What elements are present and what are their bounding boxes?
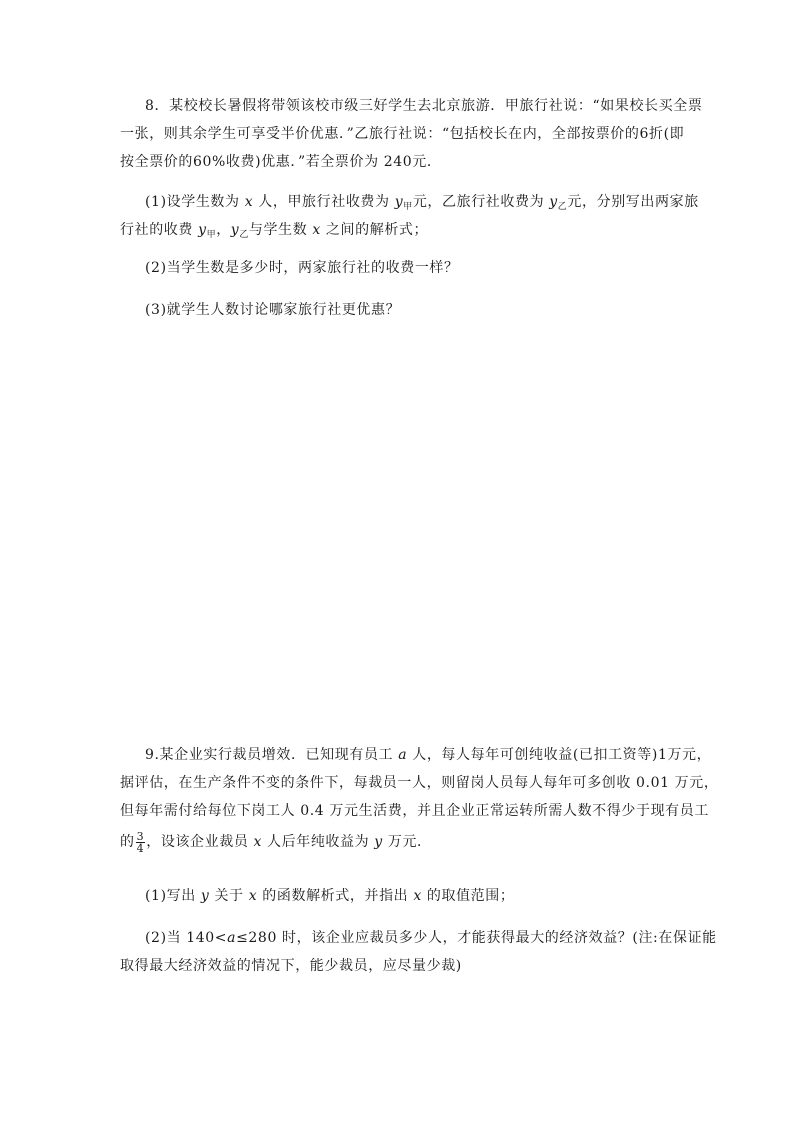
text: ，设该企业裁员 xyxy=(146,834,254,850)
problem-8-question-3 xyxy=(120,296,690,324)
problem-8-line-3: 按全票价的60%收费)优惠．”若全票价为 240元． xyxy=(120,154,442,170)
var-x: x xyxy=(253,834,262,850)
text: (2)当 140< xyxy=(145,930,228,946)
var-x: x xyxy=(248,888,258,904)
var-a: a xyxy=(398,747,408,763)
fraction xyxy=(136,831,146,854)
problem-9-question-1 xyxy=(120,882,690,910)
text: (1)设学生数为 xyxy=(145,194,245,210)
problem-9-q2-line-1 xyxy=(120,924,717,952)
problem-8-question-2 xyxy=(120,254,690,282)
problem-8-q1-line-1 xyxy=(120,188,699,216)
problem-8-q1-line-2 xyxy=(120,216,690,244)
subscript: 甲 xyxy=(403,202,413,212)
fraction-denominator: 4 xyxy=(136,841,145,855)
text: 万元． xyxy=(382,834,432,850)
text: 人后年纯收益为 xyxy=(261,834,375,850)
problem-9-line-1 xyxy=(120,741,712,769)
text: ≤280 时，该企业应裁员多少人，才能获得最大的经济效益？(注:在保证能 xyxy=(236,930,717,946)
text: 的 xyxy=(120,834,135,850)
subscript: 乙 xyxy=(239,230,249,240)
problem-8-q2-line: (2)当学生数是多少时，两家旅行社的收费一样？ xyxy=(145,260,459,276)
var-y: y xyxy=(549,194,558,210)
var-a: a xyxy=(227,930,237,946)
problem-9-question-2 xyxy=(120,924,717,980)
var-y: y xyxy=(230,222,240,238)
var-y: y xyxy=(200,888,210,904)
text: 的函数解析式，并指出 xyxy=(257,888,414,904)
text: 的取值范围； xyxy=(421,888,515,904)
problem-9-q1-line xyxy=(120,882,690,910)
problem-9-line-4 xyxy=(120,825,690,859)
problem-9-line-3: 但每年需付给每位下岗工人 0.4 万元生活费，并且企业正常运转所需人数不得少于现有员工 xyxy=(120,803,709,819)
text: 之间的解析式； xyxy=(320,222,429,238)
var-x: x xyxy=(413,888,422,904)
var-y: y xyxy=(374,834,383,850)
text: 关于 xyxy=(209,888,249,904)
text: 人，甲旅行社收费为 xyxy=(253,194,395,210)
problem-8 xyxy=(120,92,703,176)
text: 元，分别写出两家旅 xyxy=(567,194,699,210)
var-x: x xyxy=(312,222,321,238)
problem-8-line-2: 一张，则其余学生可享受半价优惠．”乙旅行社说：“包括校长在内，全部按票价的6折(即 xyxy=(120,126,685,142)
problem-9 xyxy=(120,741,719,859)
fraction-numerator: 3 xyxy=(136,829,145,843)
var-y: y xyxy=(198,222,207,238)
problem-8-q3-line: (3)就学生人数讨论哪家旅行社更优惠？ xyxy=(145,302,401,318)
text: ， xyxy=(216,222,231,238)
text: 9.某企业实行裁员增效．已知现有员工 xyxy=(145,747,399,763)
subscript: 乙 xyxy=(557,202,568,212)
problem-9-line-2: 据评估，在生产条件不变的条件下，每裁员一人，则留岗人员每人每年可多创收 0.01 万元， xyxy=(120,775,719,791)
problem-9-q2-line-2: 取得最大经济效益的情况下，能少裁员，应尽量少裁) xyxy=(120,958,462,974)
text: (1)写出 xyxy=(145,888,201,904)
text: 与学生数 xyxy=(248,222,313,238)
text: 元，乙旅行社收费为 xyxy=(412,194,550,210)
problem-8-question-1 xyxy=(120,188,699,244)
subscript: 甲 xyxy=(206,230,217,240)
text: 人，每人每年可创纯收益(已扣工资等)1万元， xyxy=(407,747,712,763)
var-x: x xyxy=(244,194,254,210)
problem-8-line-1: 8．某校校长暑假将带领该校市级三好学生去北京旅游．甲旅行社说：“如果校长买全票 xyxy=(145,98,703,114)
var-y: y xyxy=(394,194,404,210)
text: 行社的收费 xyxy=(120,222,199,238)
